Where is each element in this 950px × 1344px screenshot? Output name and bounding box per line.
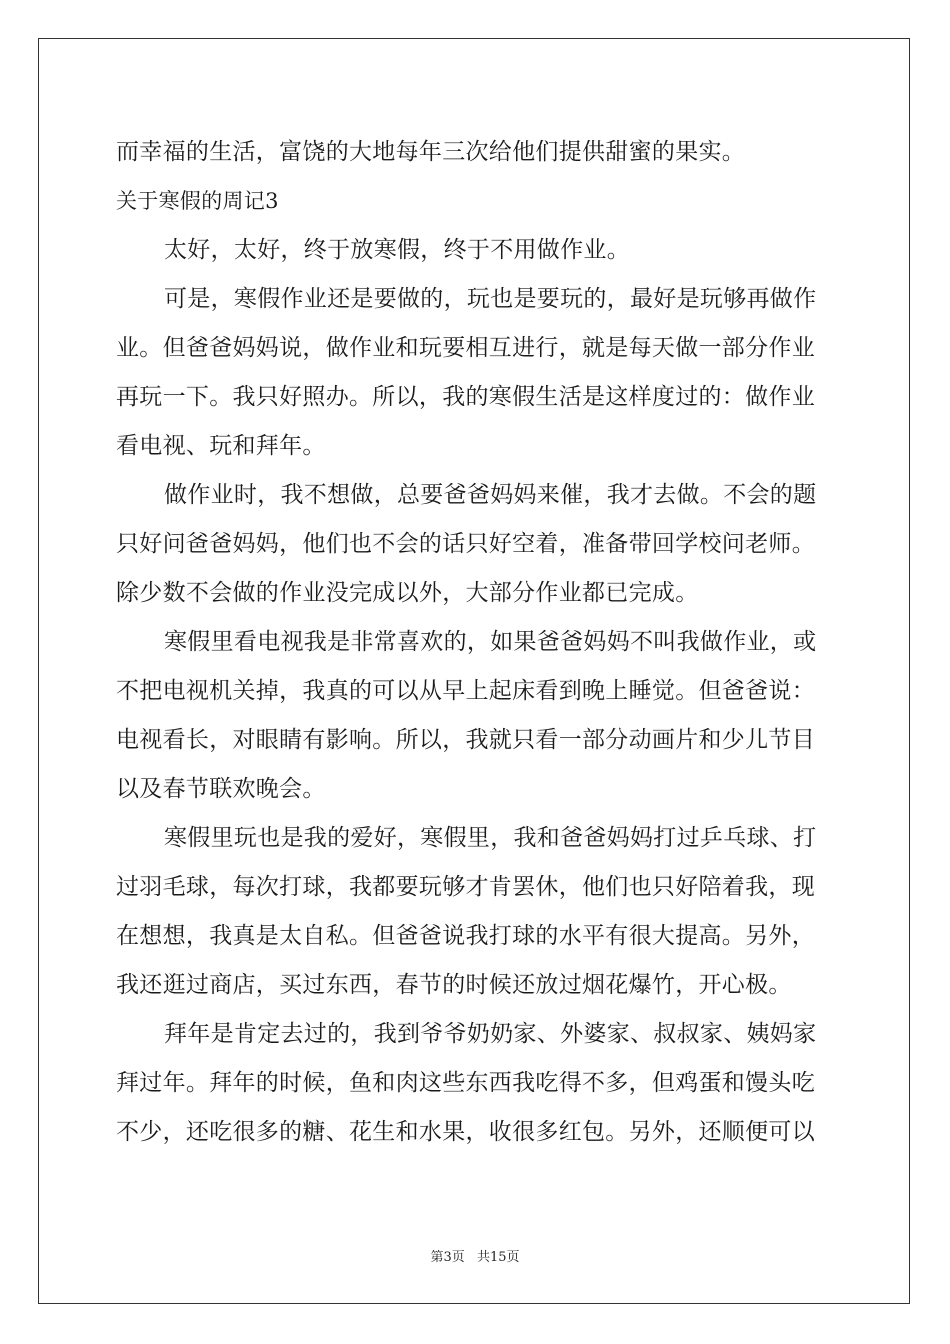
text-line: 寒假里看电视我是非常喜欢的，如果爸爸妈妈不叫我做作业，或 <box>164 629 817 655</box>
text-line: 做作业时，我不想做，总要爸爸妈妈来催，我才去做。不会的题 <box>164 482 817 508</box>
text-line: 不把电视机关掉，我真的可以从早上起床看到晚上睡觉。但爸爸说： <box>116 678 815 704</box>
section-heading: 关于寒假的周记3 <box>116 189 279 213</box>
text-line: 可是，寒假作业还是要做的，玩也是要玩的，最好是玩够再做作 <box>164 286 817 312</box>
text-line: 寒假里玩也是我的爱好，寒假里，我和爸爸妈妈打过乒乓球、打 <box>164 825 817 851</box>
text-line: 只好问爸爸妈妈，他们也不会的话只好空着，准备带回学校问老师。 <box>116 531 815 557</box>
text-line: 在想想，我真是太自私。但爸爸说我打球的水平有很大提高。另外， <box>116 923 815 949</box>
text-line: 以及春节联欢晚会。 <box>116 776 326 802</box>
text-line: 过羽毛球，每次打球，我都要玩够才肯罢休，他们也只好陪着我，现 <box>116 874 815 900</box>
page-footer <box>0 1246 950 1265</box>
text-line: 而幸福的生活，富饶的大地每年三次给他们提供甜蜜的果实。 <box>116 139 746 165</box>
text-line: 拜年是肯定去过的，我到爷爷奶奶家、外婆家、叔叔家、姨妈家 <box>164 1021 817 1047</box>
text-line: 电视看长，对眼睛有影响。所以，我就只看一部分动画片和少儿节目 <box>116 727 815 753</box>
page-total: 共15页 <box>476 1250 520 1265</box>
text-line: 再玩一下。我只好照办。所以，我的寒假生活是这样度过的：做作业 <box>116 384 815 410</box>
text-line: 业。但爸爸妈妈说，做作业和玩要相互进行，就是每天做一部分作业 <box>116 335 815 361</box>
page-number: 第3页 <box>430 1250 465 1265</box>
text-line: 除少数不会做的作业没完成以外，大部分作业都已完成。 <box>116 580 699 606</box>
text-line: 我还逛过商店，买过东西，春节的时候还放过烟花爆竹，开心极。 <box>116 972 792 998</box>
text-line: 太好，太好，终于放寒假，终于不用做作业。 <box>164 237 630 263</box>
text-line: 不少，还吃很多的糖、花生和水果，收很多红包。另外，还顺便可以 <box>116 1119 815 1145</box>
document-body <box>116 128 836 1157</box>
text-line: 看电视、玩和拜年。 <box>116 433 326 459</box>
text-line: 拜过年。拜年的时候，鱼和肉这些东西我吃得不多，但鸡蛋和馒头吃 <box>116 1070 815 1096</box>
